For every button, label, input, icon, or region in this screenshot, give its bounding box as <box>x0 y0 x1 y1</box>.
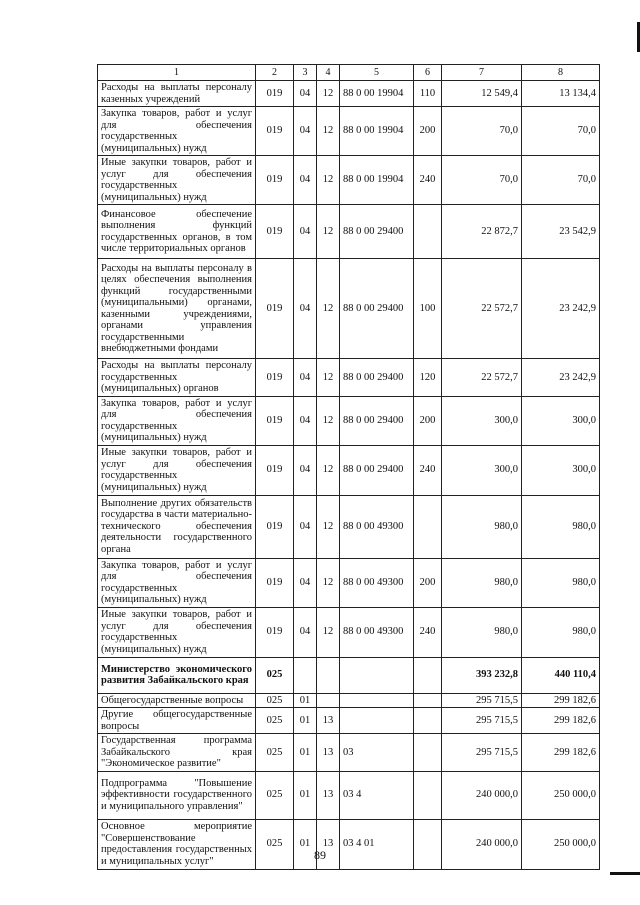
table-row <box>98 359 600 397</box>
row-name: Закупка товаров, работ и услуг для обеспечения государственных (муниципальных) нужд <box>98 558 256 607</box>
expense-type <box>414 734 442 772</box>
subsection-code: 13 <box>317 708 340 734</box>
expense-type <box>414 205 442 259</box>
table-row <box>98 445 600 495</box>
section-code: 04 <box>294 359 317 397</box>
admin-code: 019 <box>256 359 294 397</box>
row-name: Общегосударственные вопросы <box>98 693 256 708</box>
amount-year-1: 295 715,5 <box>442 693 522 708</box>
budget-table <box>97 64 600 870</box>
amount-year-2: 980,0 <box>522 558 600 607</box>
expense-type <box>414 657 442 693</box>
expense-type <box>414 819 442 869</box>
page-number: 89 <box>314 848 326 862</box>
amount-year-1: 240 000,0 <box>442 771 522 819</box>
expense-type: 200 <box>414 107 442 156</box>
expense-type <box>414 693 442 708</box>
admin-code: 019 <box>256 156 294 205</box>
section-code: 04 <box>294 607 317 657</box>
amount-year-2: 70,0 <box>522 107 600 156</box>
table-row <box>98 771 600 819</box>
amount-year-1: 393 232,8 <box>442 657 522 693</box>
expense-type: 120 <box>414 359 442 397</box>
target-article: 88 0 00 49300 <box>340 607 414 657</box>
amount-year-1: 240 000,0 <box>442 819 522 869</box>
target-article: 88 0 00 49300 <box>340 495 414 558</box>
expense-type: 240 <box>414 156 442 205</box>
amount-year-1: 980,0 <box>442 558 522 607</box>
admin-code: 025 <box>256 657 294 693</box>
admin-code: 025 <box>256 819 294 869</box>
amount-year-1: 22 872,7 <box>442 205 522 259</box>
table-body <box>98 65 600 870</box>
column-number: 7 <box>442 65 522 81</box>
admin-code: 019 <box>256 81 294 107</box>
amount-year-2: 250 000,0 <box>522 771 600 819</box>
table-row <box>98 819 600 869</box>
amount-year-1: 12 549,4 <box>442 81 522 107</box>
row-name: Иные закупки товаров, работ и услуг для обеспечения государственных (муниципальных) нужд <box>98 607 256 657</box>
row-name: Министерство экономического развития Забайкальского края <box>98 657 256 693</box>
table-row <box>98 107 600 156</box>
column-number: 3 <box>294 65 317 81</box>
admin-code: 019 <box>256 445 294 495</box>
subsection-code <box>317 657 340 693</box>
amount-year-2: 23 542,9 <box>522 205 600 259</box>
amount-year-1: 70,0 <box>442 156 522 205</box>
admin-code: 025 <box>256 693 294 708</box>
section-code: 04 <box>294 495 317 558</box>
admin-code: 019 <box>256 495 294 558</box>
amount-year-1: 980,0 <box>442 607 522 657</box>
section-code: 01 <box>294 734 317 772</box>
target-article: 88 0 00 29400 <box>340 359 414 397</box>
target-article <box>340 708 414 734</box>
amount-year-2: 23 242,9 <box>522 359 600 397</box>
table-row <box>98 693 600 708</box>
section-code <box>294 657 317 693</box>
amount-year-2: 300,0 <box>522 396 600 445</box>
target-article: 88 0 00 19904 <box>340 156 414 205</box>
amount-year-2: 300,0 <box>522 445 600 495</box>
table-row <box>98 734 600 772</box>
target-article <box>340 693 414 708</box>
row-name: Расходы на выплаты персоналу в целях обеспечения выполнения функций государственными (муниципальными) органами, казенными учреждениями, органами управления государственными внебюджетными фондами <box>98 259 256 359</box>
amount-year-2: 13 134,4 <box>522 81 600 107</box>
row-name: Расходы на выплаты персоналу государственных (муниципальных) органов <box>98 359 256 397</box>
expense-type: 240 <box>414 445 442 495</box>
row-name: Выполнение других обязательств государства в части материально-технического обеспечения деятельности государственного органа <box>98 495 256 558</box>
section-code: 04 <box>294 81 317 107</box>
amount-year-1: 295 715,5 <box>442 734 522 772</box>
amount-year-1: 300,0 <box>442 445 522 495</box>
target-article: 03 4 01 <box>340 819 414 869</box>
table-row <box>98 558 600 607</box>
row-name: Закупка товаров, работ и услуг для обеспечения государственных (муниципальных) нужд <box>98 396 256 445</box>
section-code: 04 <box>294 445 317 495</box>
subsection-code: 13 <box>317 734 340 772</box>
row-name: Подпрограмма "Повышение эффективности государственного и муниципального управления" <box>98 771 256 819</box>
subsection-code <box>317 693 340 708</box>
subsection-code: 13 <box>317 819 340 869</box>
amount-year-1: 980,0 <box>442 495 522 558</box>
amount-year-2: 23 242,9 <box>522 259 600 359</box>
section-code: 04 <box>294 558 317 607</box>
amount-year-2: 980,0 <box>522 495 600 558</box>
column-number: 1 <box>98 65 256 81</box>
table-row <box>98 708 600 734</box>
admin-code: 025 <box>256 708 294 734</box>
target-article <box>340 657 414 693</box>
column-number: 4 <box>317 65 340 81</box>
section-code: 04 <box>294 396 317 445</box>
edge-mark-bottom <box>610 872 640 875</box>
expense-type: 110 <box>414 81 442 107</box>
row-name: Другие общегосударственные вопросы <box>98 708 256 734</box>
table-row <box>98 495 600 558</box>
expense-type: 200 <box>414 396 442 445</box>
target-article: 88 0 00 19904 <box>340 81 414 107</box>
section-code: 01 <box>294 708 317 734</box>
target-article: 88 0 00 19904 <box>340 107 414 156</box>
amount-year-2: 980,0 <box>522 607 600 657</box>
expense-type: 100 <box>414 259 442 359</box>
column-number: 6 <box>414 65 442 81</box>
column-number: 5 <box>340 65 414 81</box>
header-row <box>98 65 600 81</box>
admin-code: 019 <box>256 259 294 359</box>
section-code: 01 <box>294 693 317 708</box>
row-name: Иные закупки товаров, работ и услуг для обеспечения государственных (муниципальных) нужд <box>98 445 256 495</box>
subsection-code: 12 <box>317 396 340 445</box>
subsection-code: 12 <box>317 359 340 397</box>
section-code: 04 <box>294 205 317 259</box>
expense-type: 200 <box>414 558 442 607</box>
subsection-code: 12 <box>317 445 340 495</box>
subsection-code: 12 <box>317 558 340 607</box>
target-article: 88 0 00 29400 <box>340 259 414 359</box>
row-name: Государственная программа Забайкальского края "Экономическое развитие" <box>98 734 256 772</box>
table-row <box>98 607 600 657</box>
expense-type <box>414 708 442 734</box>
admin-code: 019 <box>256 558 294 607</box>
section-code: 04 <box>294 259 317 359</box>
row-name: Расходы на выплаты персоналу казенных учреждений <box>98 81 256 107</box>
table-row <box>98 205 600 259</box>
section-code: 01 <box>294 819 317 869</box>
table-row <box>98 259 600 359</box>
amount-year-2: 70,0 <box>522 156 600 205</box>
target-article: 88 0 00 29400 <box>340 205 414 259</box>
target-article: 03 <box>340 734 414 772</box>
subsection-code: 12 <box>317 156 340 205</box>
expense-type <box>414 495 442 558</box>
amount-year-1: 70,0 <box>442 107 522 156</box>
target-article: 88 0 00 29400 <box>340 396 414 445</box>
admin-code: 025 <box>256 771 294 819</box>
section-code: 04 <box>294 156 317 205</box>
row-name: Основное мероприятие "Совершенствование предоставления государственных и муниципальных услуг" <box>98 819 256 869</box>
subsection-code: 12 <box>317 205 340 259</box>
amount-year-1: 22 572,7 <box>442 259 522 359</box>
row-name: Иные закупки товаров, работ и услуг для обеспечения государственных (муниципальных) нужд <box>98 156 256 205</box>
amount-year-2: 299 182,6 <box>522 734 600 772</box>
section-code: 04 <box>294 107 317 156</box>
amount-year-1: 295 715,5 <box>442 708 522 734</box>
column-number: 8 <box>522 65 600 81</box>
target-article: 88 0 00 29400 <box>340 445 414 495</box>
expense-type: 240 <box>414 607 442 657</box>
target-article: 88 0 00 49300 <box>340 558 414 607</box>
admin-code: 019 <box>256 107 294 156</box>
admin-code: 025 <box>256 734 294 772</box>
subsection-code: 12 <box>317 607 340 657</box>
subsection-code: 12 <box>317 259 340 359</box>
amount-year-1: 22 572,7 <box>442 359 522 397</box>
table-row <box>98 396 600 445</box>
admin-code: 019 <box>256 607 294 657</box>
subsection-code: 12 <box>317 107 340 156</box>
section-code: 01 <box>294 771 317 819</box>
amount-year-2: 440 110,4 <box>522 657 600 693</box>
subsection-code: 12 <box>317 495 340 558</box>
amount-year-2: 299 182,6 <box>522 708 600 734</box>
expense-type <box>414 771 442 819</box>
subsection-code: 13 <box>317 771 340 819</box>
row-name: Финансовое обеспечение выполнения функций государственных органов, в том числе территориальных органов <box>98 205 256 259</box>
table-row <box>98 657 600 693</box>
admin-code: 019 <box>256 205 294 259</box>
subsection-code: 12 <box>317 81 340 107</box>
column-number: 2 <box>256 65 294 81</box>
amount-year-2: 250 000,0 <box>522 819 600 869</box>
amount-year-1: 300,0 <box>442 396 522 445</box>
amount-year-2: 299 182,6 <box>522 693 600 708</box>
target-article: 03 4 <box>340 771 414 819</box>
row-name: Закупка товаров, работ и услуг для обеспечения государственных (муниципальных) нужд <box>98 107 256 156</box>
table-row <box>98 81 600 107</box>
admin-code: 019 <box>256 396 294 445</box>
table-row <box>98 156 600 205</box>
